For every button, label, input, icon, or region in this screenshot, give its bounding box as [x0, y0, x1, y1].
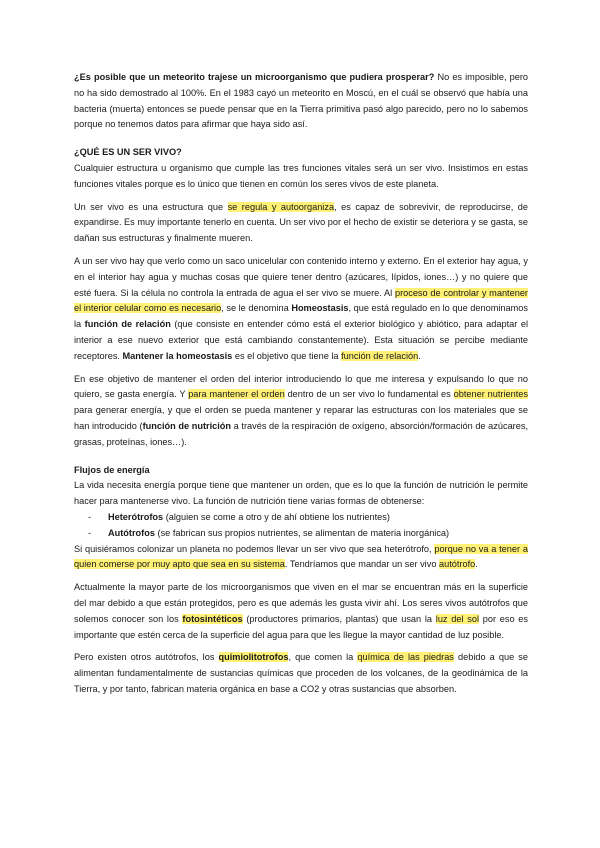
highlight: proceso de controlar y mantener el interior celular como es necesario	[74, 287, 528, 314]
paragraph: A un ser vivo hay que verlo como un saco unicelular con contenido interno y externo. En el exterior hay agua, y en el interior hay agua y muchas cosas que quiere tener dentro (azúcares, lípidos, iones…) y no quiere que esté fuera. Si la célula no controla la entrada de agua el ser vivo se muere. Al proceso de controlar y mantener el interior celular como es necesario, se le denomina Homeostasis, que está regulado en lo que denominamos la función de relación (que consiste en entender cómo está el exterior biológico y abiótico, para adaptar el interior a ese nuevo exterior que está cambiando constantemente). Esta situación se percibe mediante receptores. Mantener la homeostasis es el objetivo que tiene la función de relación.	[74, 255, 528, 361]
bold-term: función de relación	[84, 319, 171, 330]
list-item: - Autótrofos (se fabrican sus propios nutrientes, se alimentan de materia inorgánica)	[74, 526, 528, 542]
highlight: porque no va a tener a quien comerse por muy apto que sea en su sistema	[74, 543, 528, 570]
highlight: función de relación	[341, 350, 419, 361]
highlight: obtener nutrientes	[453, 389, 529, 400]
intro-paragraph	[74, 70, 528, 133]
paragraph: Un ser vivo es una estructura que se regula y autoorganiza, es capaz de sobrevivir, de reproducirse, de expandirse. Es muy importante tenerlo en cuenta. Un ser vivo por el hecho de existir se deteriora y se gasta, se dañan sus estructuras y finalmente mueren.	[74, 201, 528, 244]
paragraph: Si quisiéramos colonizar un planeta no podemos llevar un ser vivo que sea heterótrofo, porque no va a tener a quien comerse por muy apto que sea en su sistema. Tendríamos que mandar un ser vivo autótrofo.	[74, 543, 528, 570]
list	[74, 510, 528, 542]
highlight: para mantener el orden	[188, 389, 285, 400]
section-heading-ser-vivo: ¿QUÉ ES UN SER VIVO?	[74, 147, 182, 158]
paragraph: Cualquier estructura u organismo que cumple las tres funciones vitales será un ser vivo. Insistimos en estas funciones vitales porque es lo único que tienen en común los seres vivos de este planeta.	[74, 162, 528, 189]
paragraph: La vida necesita energía porque tiene que mantener un orden, que es lo que la función de nutrición le permite hacer para mantenerse vivo. La función de nutrición tiene varias formas de obtenerse:	[74, 480, 528, 507]
highlight: autótrofo	[438, 559, 476, 570]
bold-term: Mantener la homeostasis	[122, 350, 233, 361]
bold-term: función de nutrición	[142, 420, 232, 431]
list-item: - Heterótrofos (alguien se come a otro y de ahí obtiene los nutrientes)	[74, 510, 528, 526]
intro-question: ¿Es posible que un meteorito trajese un microorganismo que pudiera prosperar?	[74, 72, 435, 82]
highlight: química de las piedras	[357, 652, 454, 663]
bold-term: Homeostasis	[291, 303, 349, 314]
highlight: quimiolitotrofos	[218, 652, 289, 663]
section-heading-flujos: Flujos de energía	[74, 464, 150, 475]
highlight: luz del sol	[435, 613, 479, 624]
paragraph: En ese objetivo de mantener el orden del interior introduciendo lo que me interesa y expulsando lo que no quiero, se gasta energía. Y para mantener el orden dentro de un ser vivo lo fundamental es obtener nutrientes para generar energía, y que el orden se pueda mantener y reparar las estructuras con los materiales que se han introducido (función de nutrición a través de la respiración de oxígeno, absorción/formación de azúcares, grasas, proteínas, iones…).	[74, 373, 529, 447]
paragraph: Actualmente la mayor parte de los microorganismos que viven en el mar se encuentran más en la superficie del mar debido a que están protegidos, pero es que además les gusta vivir ahí. Los seres vivos autótrofos que solemos conocer son los fotosintéticos (productores primarios, plantas) que usan la luz del sol por eso es importante que estén cerca de la superficie del agua para que les llegue la mayor cantidad de luz posible.	[74, 582, 528, 640]
highlight: fotosintéticos	[182, 613, 243, 624]
highlight: se regula y autoorganiza	[227, 201, 335, 212]
document-page	[74, 70, 528, 705]
paragraph: Pero existen otros autótrofos, los quimiolitotrofos, que comen la química de las piedras debido a que se alimentan fundamentalmente de sustancias químicas que proceden de los volcanes, de la geodinámica de la Tierra, y por tanto, fabrican materia orgánica en base a CO2 y otras sustancias que absorben.	[74, 652, 528, 694]
intro-text: No es imposible, pero no ha sido demostrado al 100%. En el 1983 cayó un meteorito en Moscú, en el cuál se observó que había una bacteria (muerta) entonces se puede pensar que en la Tierra primitiva pasó algo parecido, pero no lo sabemos porque no tenemos datos para afirmar que haya sido así.	[74, 72, 528, 130]
